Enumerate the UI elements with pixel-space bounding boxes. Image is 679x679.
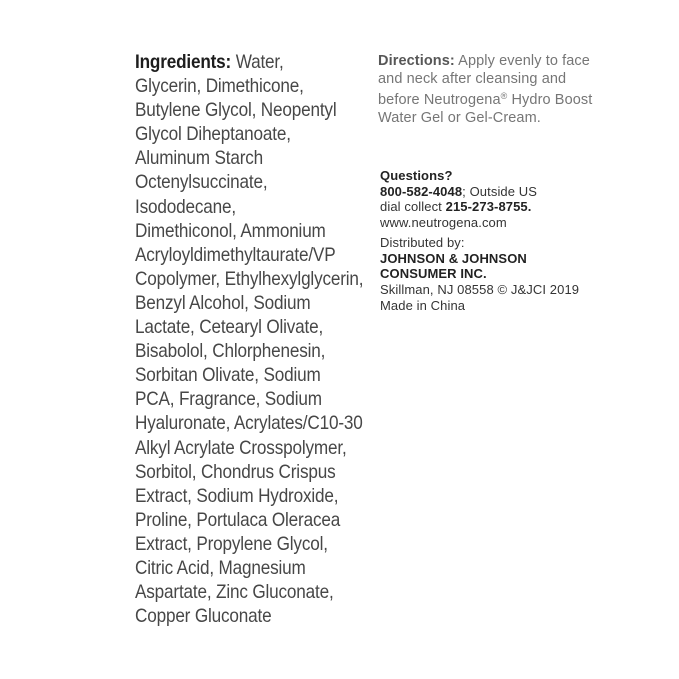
ingredient-line: Glycerin, Dimethicone, bbox=[135, 75, 304, 98]
website-url: www.neutrogena.com bbox=[380, 215, 507, 231]
ingredient-line: Benzyl Alcohol, Sodium bbox=[135, 291, 311, 314]
ingredient-line: Dimethiconol, Ammonium bbox=[135, 219, 326, 242]
ingredient-line: Bisabolol, Chlorphenesin, bbox=[135, 340, 326, 363]
company-address: Skillman, NJ 08558 © J&JCI 2019 bbox=[380, 282, 580, 298]
company-name-line2: CONSUMER INC. bbox=[380, 266, 487, 282]
ingredient-line: Water, bbox=[231, 51, 284, 73]
questions-text: dial collect bbox=[380, 199, 446, 215]
directions-line: Water Gel or Gel-Cream. bbox=[378, 109, 541, 126]
questions-phone-line bbox=[380, 184, 537, 200]
ingredient-line: Glycol Diheptanoate, bbox=[135, 123, 291, 146]
questions-collect-line bbox=[380, 199, 537, 215]
directions-label: Directions: bbox=[378, 53, 455, 69]
directions-text: Hydro Boost bbox=[507, 92, 593, 109]
ingredient-line: Octenylsuccinate, bbox=[135, 171, 268, 194]
ingredient-line: Citric Acid, Magnesium bbox=[135, 556, 306, 579]
ingredients-section bbox=[135, 50, 374, 628]
company-name-line1: JOHNSON & JOHNSON bbox=[380, 250, 527, 266]
ingredient-line: Sorbitol, Chondrus Crispus bbox=[135, 460, 336, 483]
ingredient-line: Aspartate, Zinc Gluconate, bbox=[135, 581, 334, 604]
ingredient-line: Alkyl Acrylate Crosspolymer, bbox=[135, 436, 347, 459]
registered-trademark-symbol: ® bbox=[500, 91, 508, 102]
directions-text: before Neutrogena bbox=[378, 92, 501, 109]
distributed-section bbox=[380, 235, 579, 314]
ingredient-line: Lactate, Cetearyl Olivate, bbox=[135, 316, 324, 339]
ingredient-line: Extract, Propylene Glycol, bbox=[135, 532, 328, 555]
ingredient-line: Proline, Portulaca Oleracea bbox=[135, 508, 341, 531]
questions-text: ; Outside US bbox=[462, 183, 538, 199]
questions-heading: Questions? bbox=[380, 168, 453, 183]
ingredient-line: Extract, Sodium Hydroxide, bbox=[135, 484, 339, 507]
ingredients-first-line bbox=[135, 50, 374, 74]
ingredients-label: Ingredients: bbox=[135, 51, 232, 73]
ingredient-line: Copper Gluconate bbox=[135, 605, 272, 628]
ingredient-line: Acryloyldimethyltaurate/VP bbox=[135, 243, 336, 266]
ingredient-line: Sorbitan Olivate, Sodium bbox=[135, 364, 321, 387]
questions-section bbox=[380, 168, 537, 231]
ingredient-line: PCA, Fragrance, Sodium bbox=[135, 388, 322, 411]
country-of-origin: Made in China bbox=[380, 297, 466, 313]
ingredient-line: Isododecane, bbox=[135, 195, 236, 218]
ingredient-line: Butylene Glycol, Neopentyl bbox=[135, 99, 337, 122]
distributed-label: Distributed by: bbox=[380, 235, 465, 250]
intl-phone-number: 215-273-8755. bbox=[445, 199, 532, 215]
directions-line: and neck after cleansing and bbox=[378, 70, 567, 87]
ingredient-line: Hyaluronate, Acrylates/C10-30 bbox=[135, 412, 363, 435]
us-phone-number: 800-582-4048 bbox=[380, 183, 463, 199]
ingredient-line: Copolymer, Ethylhexylglycerin, bbox=[135, 267, 364, 290]
directions-section bbox=[378, 53, 613, 127]
directions-line bbox=[378, 88, 613, 110]
directions-text: Apply evenly to face bbox=[454, 53, 590, 69]
ingredient-line: Aluminum Starch bbox=[135, 147, 264, 170]
directions-line bbox=[378, 53, 613, 71]
